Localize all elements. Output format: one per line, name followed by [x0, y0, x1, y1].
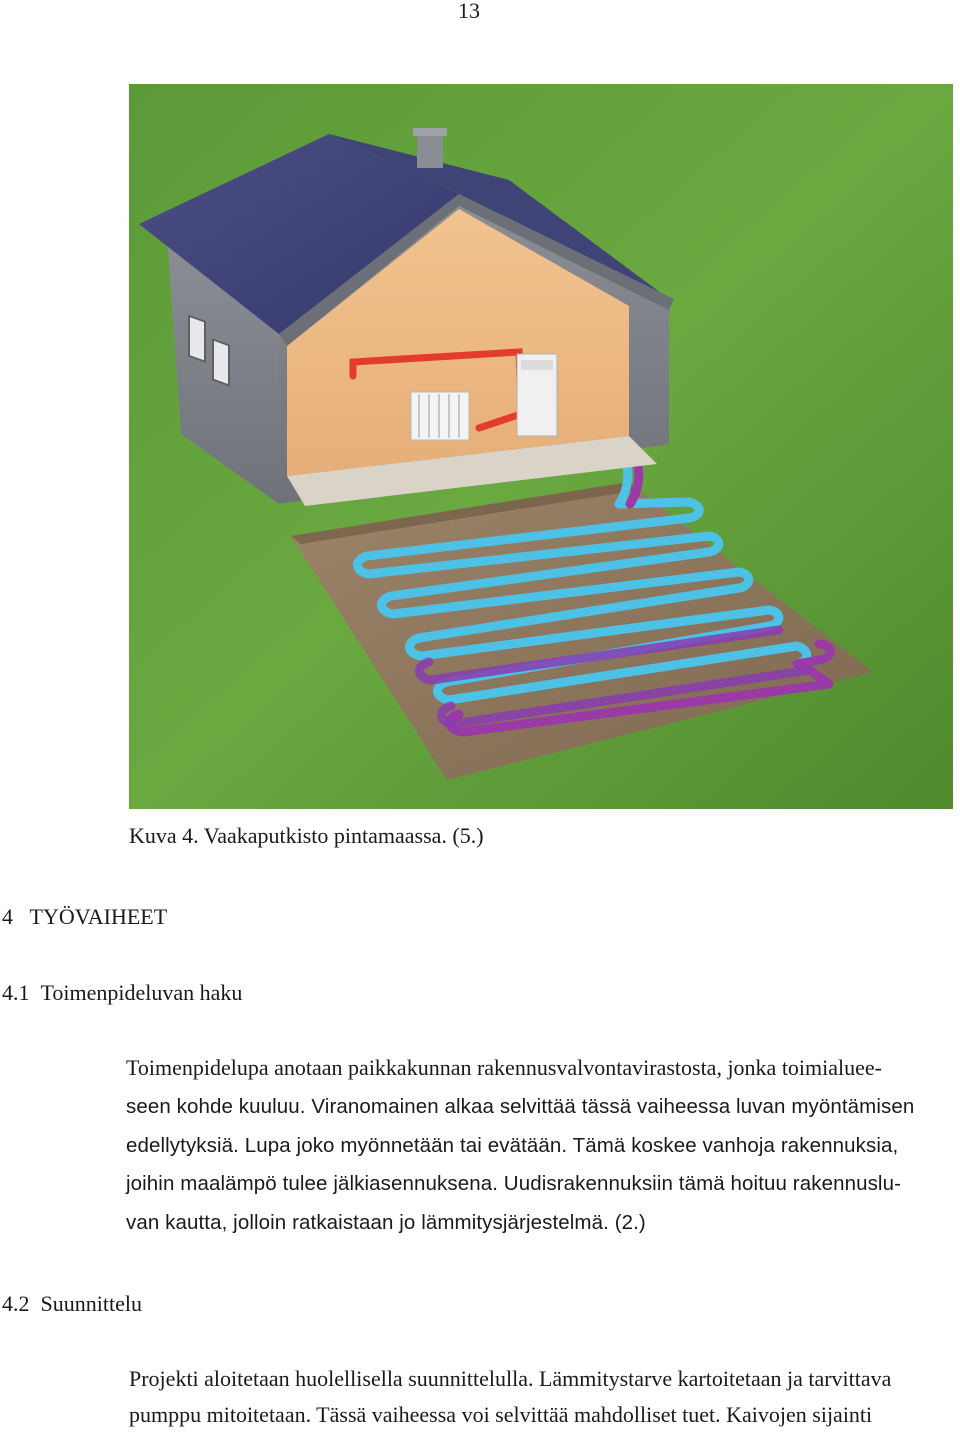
- window: [189, 316, 205, 362]
- section-title: Suunnittelu: [40, 1291, 142, 1316]
- section-number: 4.1: [2, 980, 30, 1005]
- paragraph-line: Projekti aloitetaan huolellisella suunnittelulla. Lämmitystarve kartoitetaan ja tarvittava: [129, 1366, 892, 1391]
- paragraph-line: edellytyksiä. Lupa joko myönnetään tai evätään. Tämä koskee vanhoja rakennuksia,: [126, 1133, 899, 1157]
- section-heading-4-2: [2, 1291, 142, 1317]
- paragraph-toimenpideluvan-haku: [126, 1049, 926, 1243]
- paragraph-line: Toimenpidelupa anotaan paikkakunnan rakennusvalvontavirastosta, jonka toimialuee-: [126, 1055, 883, 1080]
- page-number: 13: [458, 0, 480, 23]
- paragraph-line: seen kohde kuuluu. Viranomainen alkaa selvittää tässä vaiheessa luvan myöntämisen: [126, 1094, 915, 1118]
- window: [213, 340, 229, 386]
- ground-source-heat-pump-illustration: [129, 84, 953, 809]
- section-title: Toimenpideluvan haku: [40, 980, 243, 1005]
- section-number: 4: [2, 904, 13, 929]
- paragraph-line: pumppu mitoitetaan. Tässä vaiheessa voi selvittää mahdolliset tuet. Kaivojen sijainti: [129, 1402, 873, 1427]
- section-title: TYÖVAIHEET: [29, 904, 168, 929]
- chimney: [417, 132, 443, 168]
- section-heading-4: [2, 904, 167, 930]
- figure-caption: Kuva 4. Vaakaputkisto pintamaassa. (5.): [129, 823, 484, 848]
- paragraph-line: joihin maalämpö tulee jälkiasennuksena. Uudisrakennuksiin tämä hoituu rakennuslu-: [126, 1172, 902, 1196]
- section-number: 4.2: [2, 1291, 30, 1316]
- paragraph-line: van kautta, jolloin ratkaistaan jo lämmitysjärjestelmä. (2.): [126, 1211, 646, 1235]
- paragraph-suunnittelu: [129, 1361, 949, 1433]
- section-heading-4-1: [2, 980, 242, 1006]
